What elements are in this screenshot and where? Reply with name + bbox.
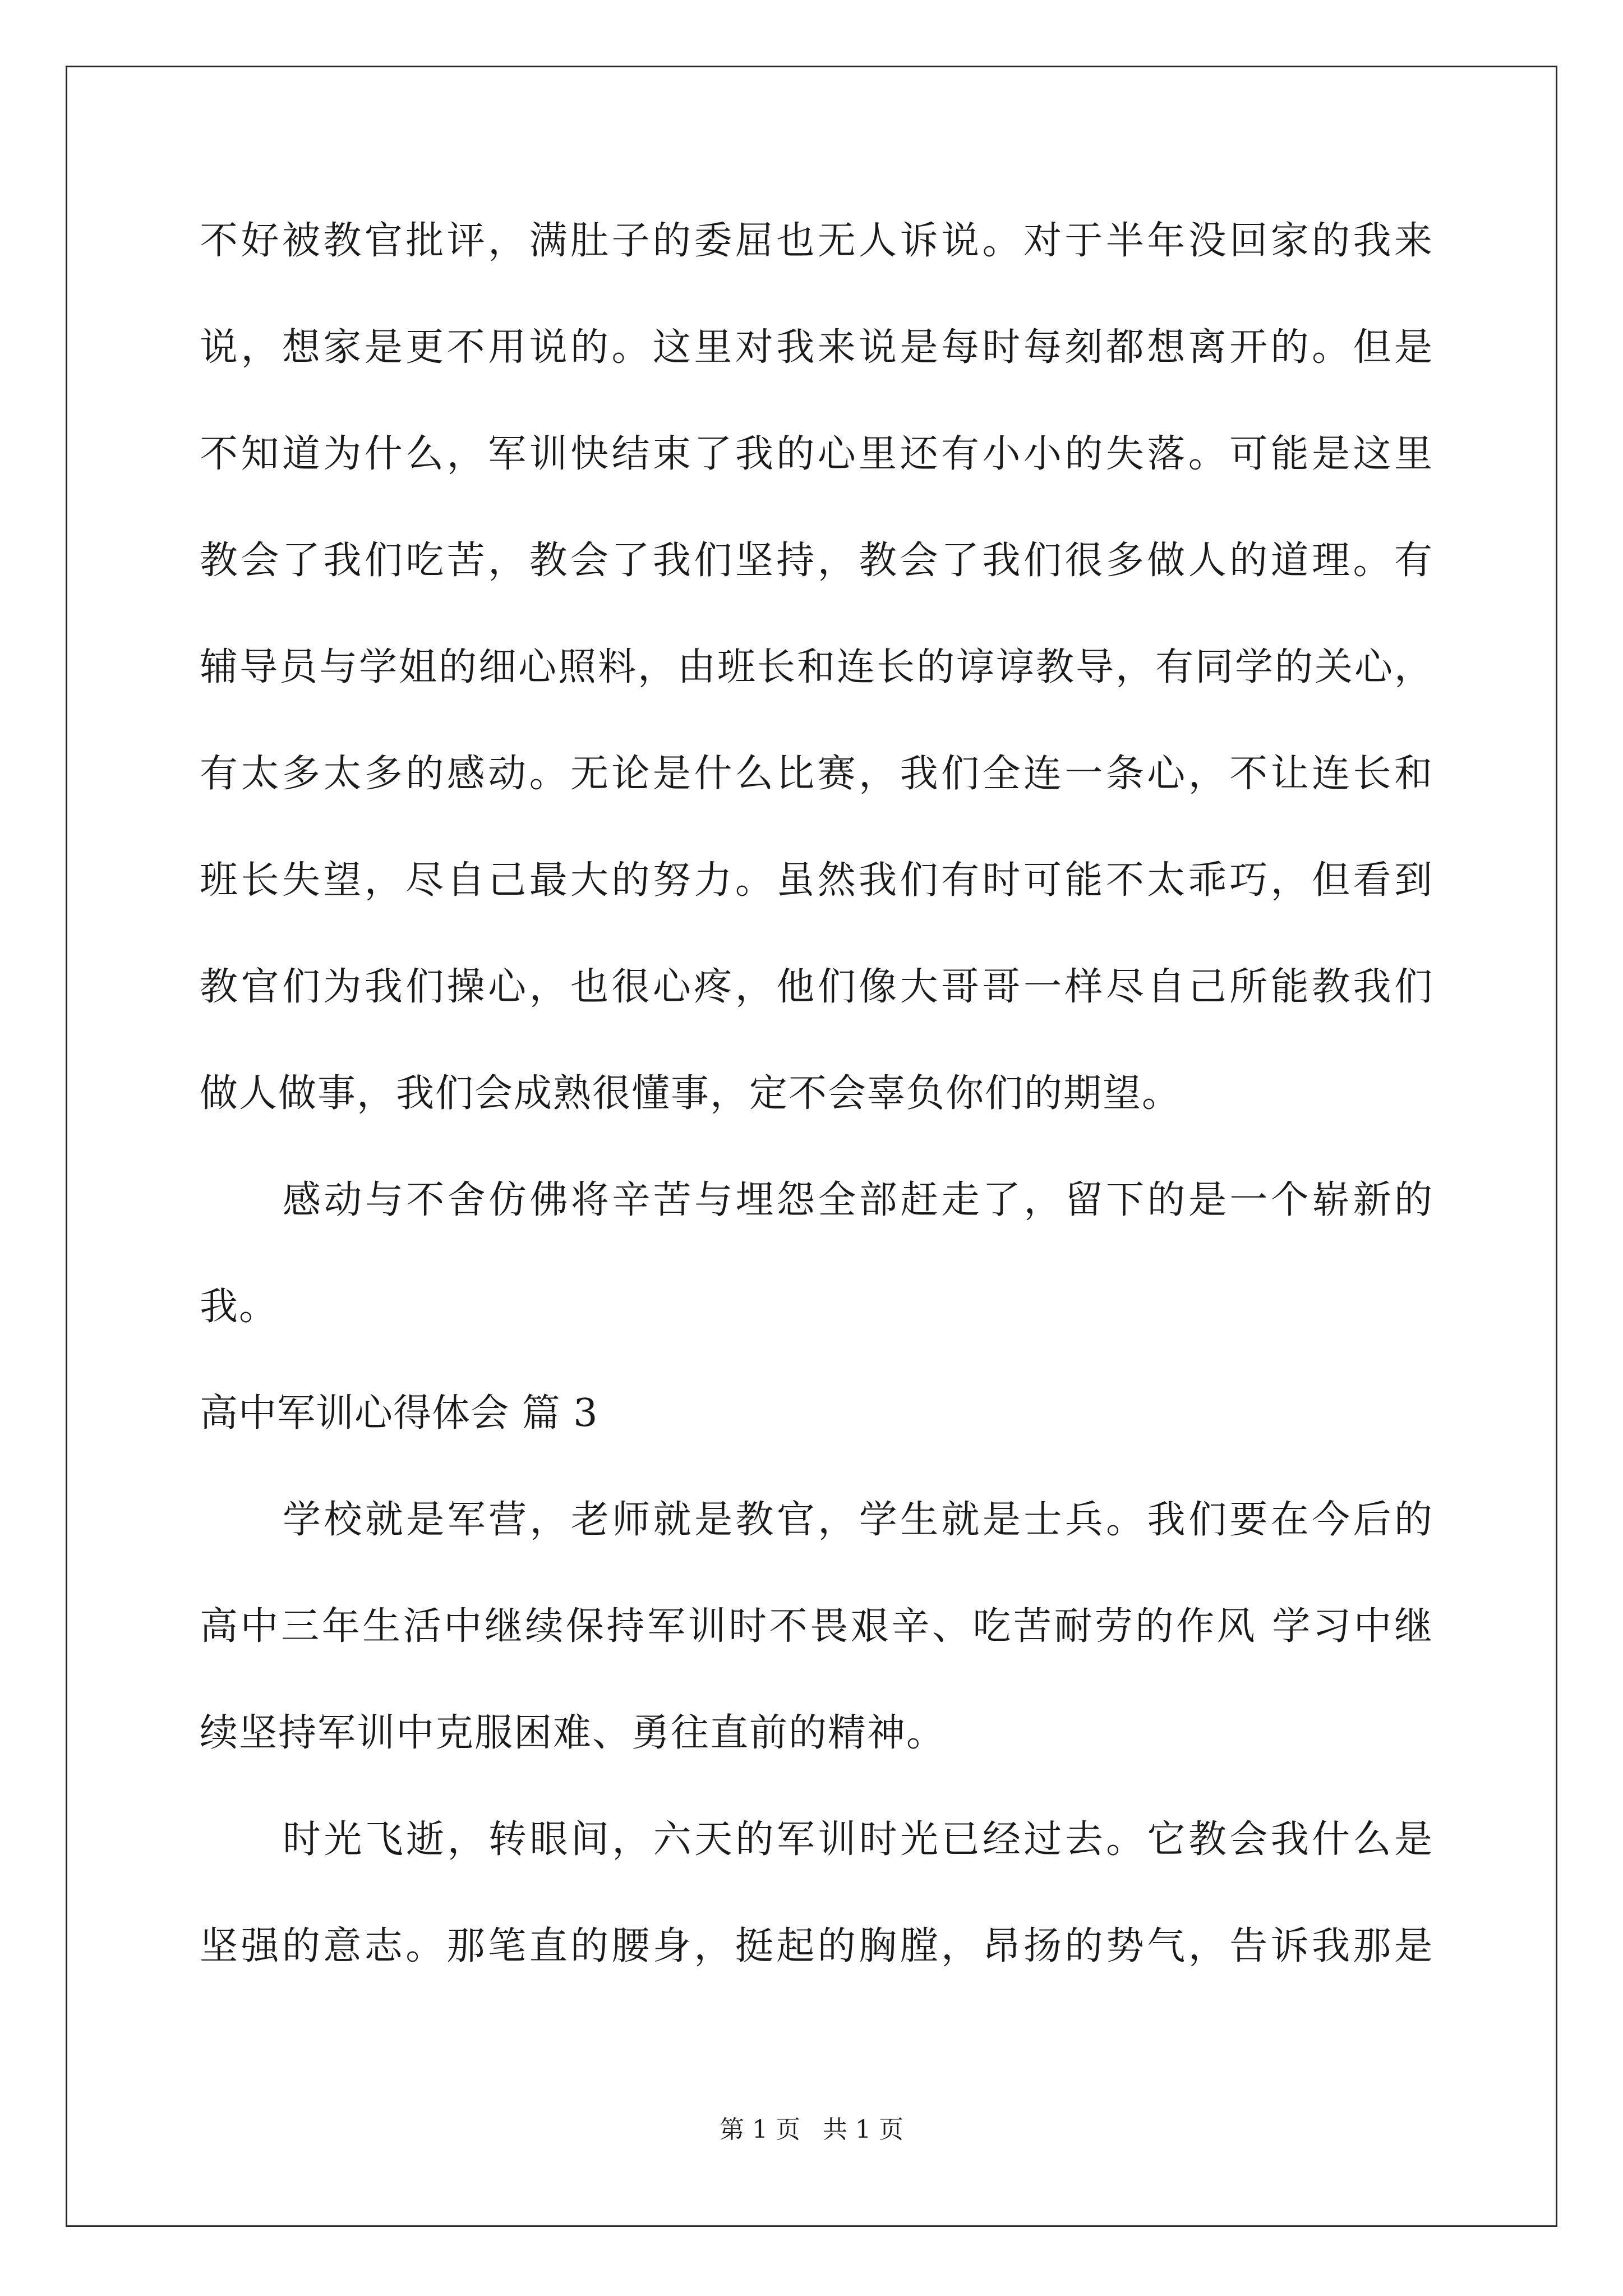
text-line: 不好被教官批评，满肚子的委屈也无人诉说。对于半年没回家的我来 (200, 219, 1433, 263)
section-heading: 高中军训心得体会 篇 3 (200, 1391, 598, 1435)
page-total: 共 1 页 (823, 2115, 903, 2144)
paragraph-first-line: 时光飞逝，转眼间，六天的军训时光已经过去。它教会我什么是 (283, 1818, 1433, 1862)
text-line: 班长失望，尽自己最大的努力。虽然我们有时可能不太乖巧，但看到 (200, 858, 1433, 903)
text-line: 做人做事，我们会成熟很懂事，定不会辜负你们的期望。 (200, 1071, 1182, 1116)
page-footer (0, 2109, 1623, 2145)
paragraph-first-line: 感动与不舍仿佛将辛苦与埋怨全部赶走了，留下的是一个崭新的 (283, 1178, 1433, 1222)
text-line: 高中三年生活中继续保持军训时不畏艰辛、吃苦耐劳的作风 学习中继 (200, 1604, 1433, 1649)
text-line: 续坚持军训中克服困难、勇往直前的精神。 (200, 1711, 946, 1755)
text-line: 有太多太多的感动。无论是什么比赛，我们全连一条心，不让连长和 (200, 752, 1433, 796)
text-line: 说，想家是更不用说的。这里对我来说是每时每刻都想离开的。但是 (200, 325, 1433, 370)
text-line: 不知道为什么，军训快结束了我的心里还有小小的失落。可能是这里 (200, 432, 1433, 476)
text-line: 坚强的意志。那笔直的腰身，挺起的胸膛，昂扬的势气，告诉我那是 (200, 1924, 1433, 1968)
text-line: 教官们为我们操心，也很心疼，他们像大哥哥一样尽自己所能教我们 (200, 965, 1433, 1009)
text-line: 辅导员与学姐的细心照料，由班长和连长的谆谆教导，有同学的关心， (200, 645, 1433, 689)
document-body (200, 208, 1433, 2019)
page-number: 第 1 页 (720, 2115, 800, 2144)
paragraph-first-line: 学校就是军营，老师就是教官，学生就是士兵。我们要在今后的 (283, 1498, 1433, 1542)
text-line: 教会了我们吃苦，教会了我们坚持，教会了我们很多做人的道理。有 (200, 539, 1433, 583)
text-line: 我。 (200, 1285, 279, 1329)
